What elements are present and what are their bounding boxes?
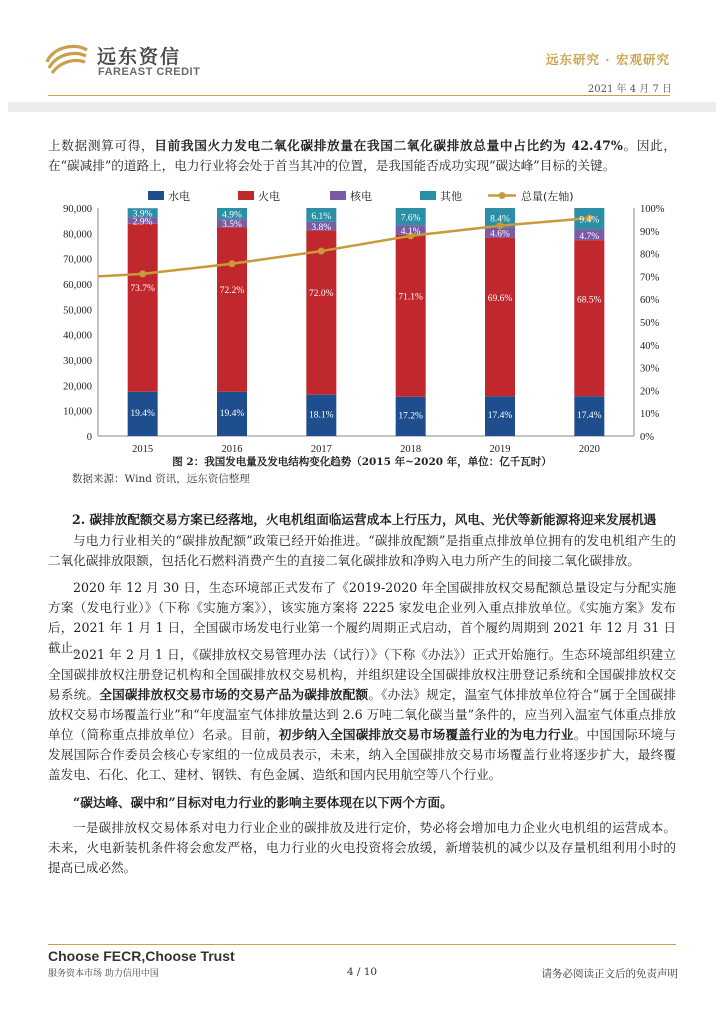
paragraph-4-post: 。中国国际环境与发展国际合作委员会核心专家组的一位成员表示，未来，纳入全国碳排放交易市场覆盖行业将逐步扩大，最终覆盖发电、石化、化工、建材、钢铁、有色金属、造纸和国内民用航空等八个行业。 <box>48 727 677 782</box>
bar-segment <box>128 224 158 392</box>
total-generation-point <box>229 260 236 267</box>
x-axis-tick-label: 2017 <box>310 444 332 455</box>
bar-data-label: 4.7% <box>579 231 600 242</box>
fareast-logo-icon <box>44 40 90 76</box>
total-generation-point <box>139 270 146 277</box>
left-axis-tick-label: 50,000 <box>63 305 92 317</box>
paragraph-5: “碳达峰、碳中和”目标对电力行业的影响主要体现在以下两个方面。 <box>73 795 453 810</box>
left-axis-tick-label: 90,000 <box>63 204 92 215</box>
right-axis-tick-label: 50% <box>640 318 660 329</box>
bar-data-label: 17.4% <box>487 411 513 422</box>
right-axis-tick-label: 10% <box>640 409 660 421</box>
legend-line-marker <box>499 192 506 199</box>
power-generation-chart <box>48 183 676 455</box>
logo-chinese-name: 远东资信 <box>97 46 182 68</box>
paragraph-6: 一是碳排放权交易体系对电力行业企业的碳排放及进行定价，势必将会增加电力企业火电机组的运营成本。未来，火电新装机条件将会愈发严格，电力行业的火电投资将会放缓，新增装机的减少以及存量机组利用小时的提高已成必然。 <box>48 820 676 875</box>
paragraph-1-pre: 上数据测算可得， <box>48 138 155 153</box>
right-axis-tick-label: 80% <box>640 249 660 261</box>
right-axis-tick-label: 40% <box>640 340 660 352</box>
right-axis-tick-label: 90% <box>640 226 660 238</box>
page-header <box>0 0 724 110</box>
left-axis-tick-label: 0 <box>86 432 92 443</box>
bar-data-label: 3.5% <box>222 220 242 231</box>
left-axis-tick-label: 40,000 <box>63 330 92 342</box>
legend-label: 水电 <box>168 190 190 203</box>
disclaimer-note: 请务必阅读正文后的免责声明 <box>541 968 678 980</box>
section-2-title: 2. 碳排放配额交易方案已经落地，火电机组面临运营成本上行压力，风电、光伏等新能源将迎来发展机遇 <box>72 512 657 527</box>
left-axis-tick-label: 20,000 <box>63 381 92 393</box>
bar-segment <box>217 227 247 392</box>
x-axis-tick-label: 2020 <box>578 444 600 455</box>
bar-data-label: 3.8% <box>311 223 332 234</box>
bar-data-label: 3.9% <box>132 209 153 220</box>
paragraph-1 <box>48 136 676 176</box>
paragraph-4-bold-2: 初步纳入全国碳排放交易市场覆盖行业的为电力行业 <box>278 727 574 742</box>
legend-label: 核电 <box>350 190 372 203</box>
x-axis-tick-label: 2015 <box>132 444 154 455</box>
right-axis-tick-label: 70% <box>640 272 660 284</box>
bar-data-label: 72.0% <box>309 289 334 300</box>
paragraph-3: 2020 年 12 月 30 日，生态环境部正式发布了《2019-2020 年全国碳排放权交易配额总量设定与分配实施方案（发电行业）》（下称《实施方案》），该实施方案将 2225 家发电企业列入重点排放单位。《实施方案》发布后，2021 年 1 月 1 日，全国碳市场发电行业第一个履约周期正式启动，首个履约周期到 2021 年 12 月 31 日截止。 <box>48 580 676 655</box>
paragraph-2: 与电力行业相关的“碳排放配额”政策已经开始推进。“碳排放配额”是指重点排放单位拥有的发电机组产生的二氧化碳排放限额，包括化石燃料消费产生的直接二氧化碳排放和净购入电力所产生的间接二氧化碳排放。 <box>48 533 676 568</box>
legend-label: 火电 <box>258 190 280 203</box>
paragraph-4-pre: 2021 年 2 月 1 日，《碳排放权交易管理办法（试行）》（下称《办法》）正式开始施行。生态环境部组织建立全国碳排放权注册登记机构和全国碳排放权交易机构，并组织建设全国碳排放权注册登记系统和全国碳排放权交易系统。 <box>48 647 676 702</box>
bar-data-label: 4.1% <box>400 227 421 238</box>
right-axis-tick-label: 30% <box>640 363 660 375</box>
bar-segment <box>306 231 336 395</box>
bar-data-label: 2.9% <box>132 217 153 228</box>
footer-divider <box>48 944 676 945</box>
paragraph-4-bold-1: 全国碳排放权交易市场的交易产品为碳排放配额 <box>99 687 369 702</box>
x-axis-tick-label: 2016 <box>221 444 243 455</box>
bar-data-label: 6.1% <box>311 211 332 222</box>
paragraph-1-post: 。因此，在“碳减排”的道路上，电力行业将会处于首当其冲的位置，是我国能否成功实现“碳达峰”目标的关键。 <box>48 138 676 173</box>
legend-swatch <box>148 191 164 200</box>
paragraph-1-bold: 目前我国火力发电二氧化碳排放量在我国二氧化碳排放总量中占比约为 42.47% <box>154 138 623 153</box>
left-axis-tick-label: 10,000 <box>63 406 92 418</box>
bar-data-label: 17.2% <box>398 411 423 422</box>
right-axis-tick-label: 0% <box>640 432 654 443</box>
legend-swatch <box>238 191 254 200</box>
x-axis-tick-label: 2019 <box>489 444 511 455</box>
bar-data-label: 7.6% <box>400 213 421 224</box>
legend-swatch <box>420 191 436 200</box>
data-source: 数据来源：Wind 资讯，远东资信整理 <box>72 473 250 485</box>
footer-slogan: 服务资本市场 助力信用中国 <box>48 969 159 979</box>
bar-data-label: 73.7% <box>130 283 155 294</box>
bar-segment <box>574 240 604 396</box>
report-section-label: 远东研究 · 宏观研究 <box>545 52 670 67</box>
bar-data-label: 8.4% <box>490 214 510 225</box>
bar-segment <box>485 238 515 397</box>
header-band <box>8 102 716 112</box>
bar-data-label: 69.6% <box>487 294 513 305</box>
legend-label: 其他 <box>440 190 462 203</box>
left-axis-tick-label: 70,000 <box>63 254 92 266</box>
bar-data-label: 18.1% <box>309 410 334 421</box>
right-axis-tick-label: 20% <box>640 386 660 398</box>
legend-label: 总量(左轴) <box>521 190 574 203</box>
left-axis-tick-label: 60,000 <box>63 280 92 291</box>
bar-data-label: 71.1% <box>398 292 423 303</box>
total-generation-line <box>98 218 589 276</box>
bar-segment <box>396 235 426 397</box>
x-axis-tick-label: 2018 <box>400 444 422 455</box>
logo-english-name: FAREAST CREDIT <box>98 66 201 78</box>
right-axis-tick-label: 60% <box>640 295 660 307</box>
paragraph-4 <box>48 645 676 785</box>
footer-brand: Choose FECR,Choose Trust <box>48 948 235 964</box>
bar-data-label: 4.9% <box>222 210 242 221</box>
bar-data-label: 72.2% <box>219 285 245 296</box>
bar-data-label: 17.4% <box>577 411 602 422</box>
chart-caption: 图 2：我国发电量及发电结构变化趋势（2015 年~2020 年，单位：亿千瓦时） <box>172 456 552 468</box>
total-generation-point <box>318 248 325 255</box>
bar-data-label: 9.4% <box>579 215 600 226</box>
bar-data-label: 4.6% <box>490 229 510 240</box>
legend-swatch <box>330 191 346 200</box>
page-number: 4 / 10 <box>346 966 378 978</box>
left-axis-tick-label: 30,000 <box>63 356 92 367</box>
left-axis-tick-label: 80,000 <box>63 229 92 241</box>
bar-data-label: 68.5% <box>577 295 602 306</box>
right-axis-tick-label: 100% <box>640 204 665 215</box>
report-date: 2021 年 4 月 7 日 <box>587 84 672 95</box>
header-divider <box>48 95 670 96</box>
paragraph-4-mid: 。《办法》规定，温室气体排放单位符合“属于全国碳排放权交易市场覆盖行业”和“年度温室气体排放量达到 2.6 万吨二氧化碳当量”条件的，应当列入温室气体重点排放单位（简称重点排放单位）名录。目前， <box>48 687 677 742</box>
bar-data-label: 19.4% <box>219 409 245 420</box>
bar-data-label: 19.4% <box>130 409 155 420</box>
